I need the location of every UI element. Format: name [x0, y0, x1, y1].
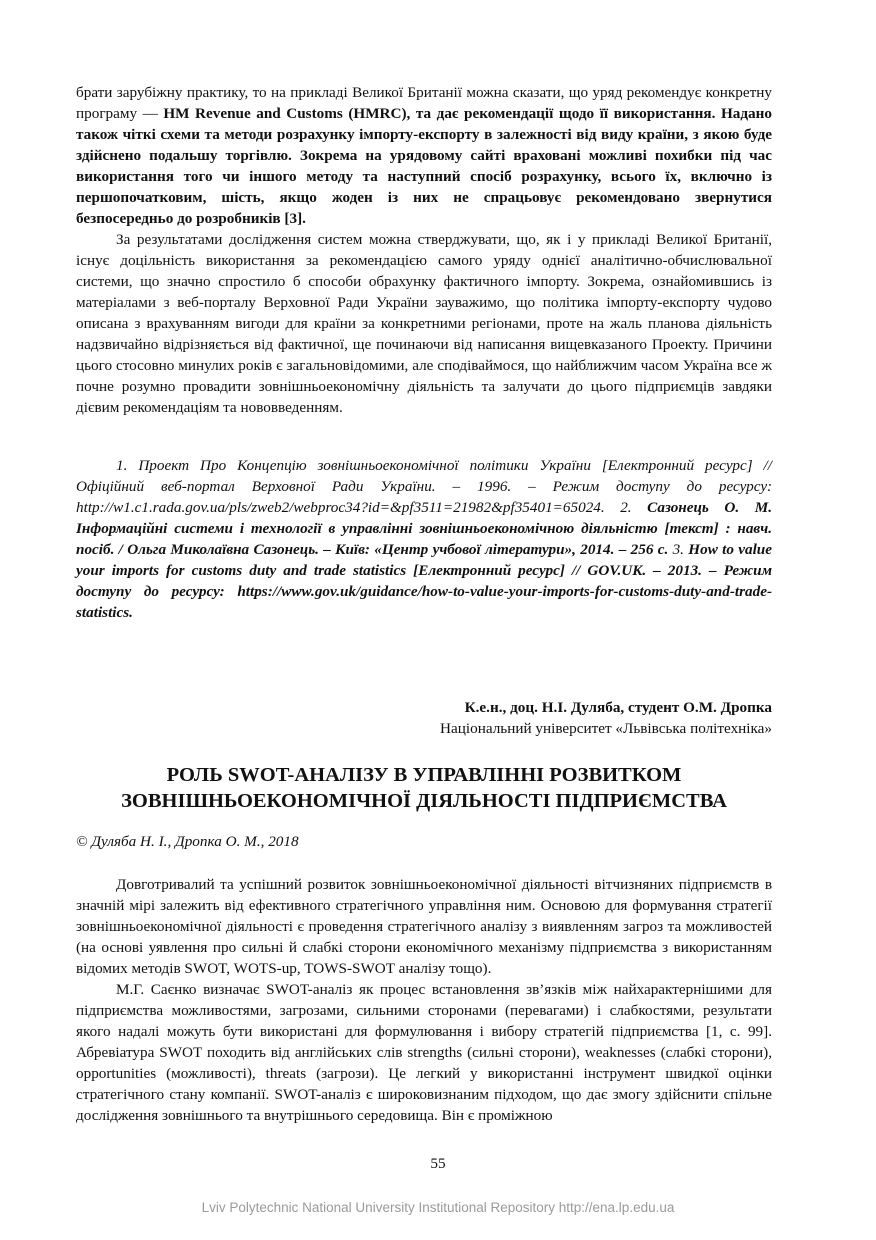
references-block	[76, 455, 772, 623]
paragraph-conclusion: За результатами дослідження систем можна стверджувати, що, як і у прикладі Великої Британії, існує доцільність використання за рекомендацією самого уряду однієї аналітично-обчислювальної системи, що значно спростило б способи обрахунку фактичного імпорту. Зокрема, ознайомившись із матеріалами з веб-порталу Верховної Ради України зауважимо, що політика імпорту-експорту чудово описана з врахуванням вигоди для країни за конкретними регіонами, проте на жаль планова діяльність надзвичайно відрізняється від фактичної, ще починаючи від написання вищевказаного Проекту. Причини цього стосовно минулих років є загальновідомими, але сподіваймося, що найближчим часом Україна все ж почне розумно провадити зовнішньоекономічну діяльність та залучати до цього підприємців завдяки дієвим рекомендаціям та нововведенням.	[76, 231, 772, 416]
copyright-line: © Дуляба Н. І., Дропка О. М., 2018	[76, 833, 299, 850]
reference-3: How to value your imports for customs duty and trade statistics [Електронний ресурс] // GOV.UK. – 2013. – Режим доступу до ресурсу: https://www.gov.uk/guidance/how-to-value-your-imports-for-customs-duty-and-trade-statistics.	[76, 541, 772, 621]
reference-3-number: 3.	[668, 541, 689, 558]
paragraph-continuation-text: брати зарубіжну практику, то на прикладі Великої Британії можна сказати, що уряд рекомендує конкретну програму —	[76, 84, 772, 122]
reference-2: Сазонець О. М. Інформаційні системи і технології в управлінні зовнішньоекономічною діяльністю [текст] : навч. посіб. / Ольга Миколаївна Сазонець. – Київ: «Центр учбової літератури», 2014. – 256 с.	[76, 499, 772, 558]
paragraph-continuation	[76, 82, 772, 229]
authors-block	[440, 697, 772, 739]
article-body	[76, 874, 772, 1126]
page-number: 55	[430, 1155, 446, 1172]
article-title-line-1: РОЛЬ SWOT-АНАЛІЗУ В УПРАВЛІННІ РОЗВИТКОМ	[166, 764, 682, 786]
top-text-section	[76, 82, 772, 418]
article-title-line-2: ЗОВНІШНЬОЕКОНОМІЧНОЇ ДІЯЛЬНОСТІ ПІДПРИЄМСТВА	[121, 790, 727, 812]
article-paragraph-2: М.Г. Саєнко визначає SWOT-аналіз як процес встановлення зв’язків між найхарактернішими для підприємства можливостями, загрозами, сильними сторонами (перевагами) і слабкостями, результати якого надалі можуть бути використані для формулювання і вибору стратегій підприємства [1, с. 99]. Абревіатура SWOT походить від англійських слів strengths (сильні сторони), weaknesses (слабкі сторони), opportunities (можливості), threats (загрози). Це легкий у використанні інструмент швидкої оцінки стратегічного стану компанії. SWOT-аналіз є широковизнаним підходом, що дає змогу здійснити спільне дослідження зовнішнього та внутрішнього середовища. Він є проміжною	[76, 981, 772, 1124]
article-paragraph-1: Довготривалий та успішний розвиток зовнішньоекономічної діяльності вітчизняних підприємств в значній мірі залежить від ефективного стратегічного управління ним. Основою для формування стратегії зовнішньоекономічної діяльності є проведення стратегічного аналізу з виявленням загроз та можливостей (на основі уявлення про сильні й слабкі сторони економічного механізму підприємства з використанням відомих методів SWOT, WOTS-up, TOWS-SWOT аналізу тощо).	[76, 876, 772, 977]
author-affiliation: Національний університет «Львівська політехніка»	[440, 720, 772, 737]
author-names: К.е.н., доц. Н.І. Дуляба, студент О.М. Дропка	[464, 699, 772, 716]
article-title	[76, 762, 772, 814]
reference-1: 1. Проект Про Концепцію зовнішньоекономічної політики України [Електронний ресурс] // Офіційний веб-портал Верховної Ради України. – 1996. – Режим доступу до ресурсу: http://w1.c1.rada.gov.ua/pls/zweb2/webproc34?id=&pf3511=21982&pf35401=65024. 2.	[76, 457, 772, 516]
paragraph-continuation-bold: HM Revenue and Customs (HMRC), та дає рекомендації щодо її використання. Надано також чіткі схеми та методи розрахунку імпорту-експорту в залежності від виду країни, з якою буде здійснено подальшу торгівлю. Зокрема на урядовому сайті враховані можливі похибки під час використання того чи іншого методу та наступний спосіб розрахунку, всього їх, включно із першопочатковим, шість, якщо жоден із них не спрацьовує рекомендовано звернутися безпосередньо до розробників [3].	[76, 105, 772, 227]
repository-footer: Lviv Polytechnic National University Institutional Repository http://ena.lp.edu.ua	[201, 1200, 675, 1215]
